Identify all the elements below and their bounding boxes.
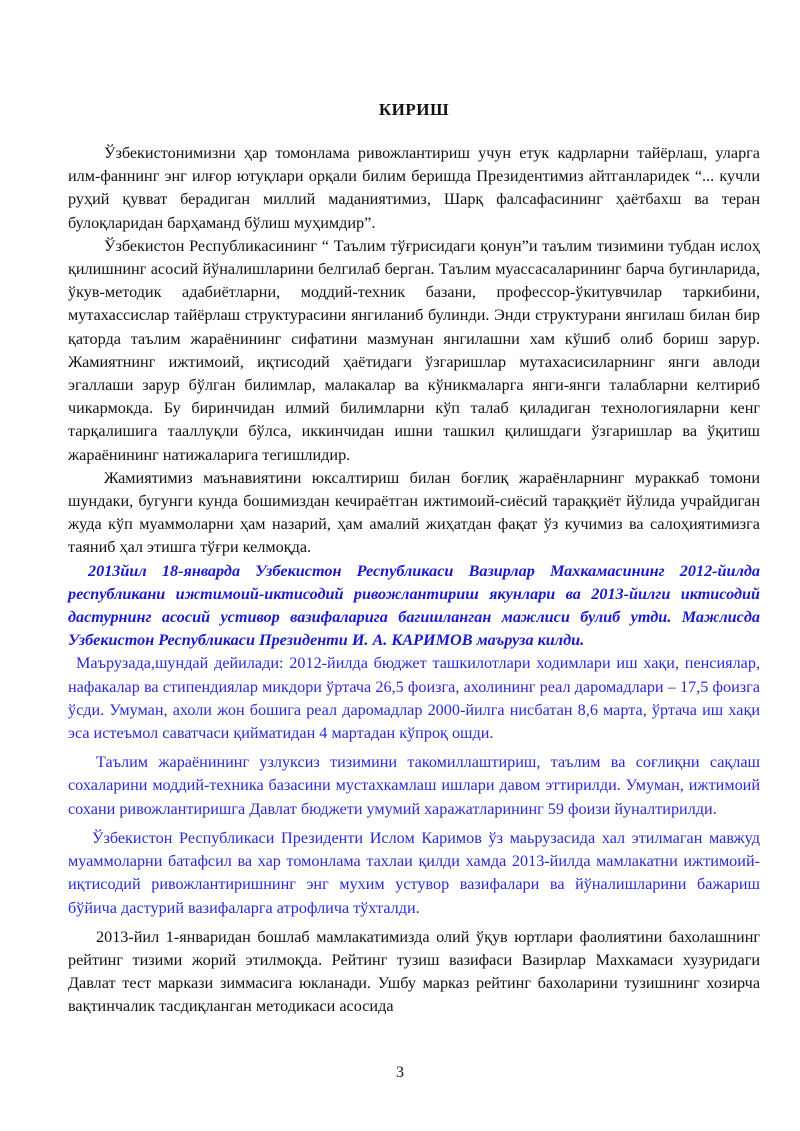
document-page — [68, 100, 760, 1019]
paragraph-1: Ўзбекистонимизни ҳар томонлама ривожлантириш учун етук кадрларни тайёрлаш, уларга илм-фаннинг энг илғор ютуқлари орқали билим беришда Президентимиз айтганларидек “... кучли руҳий қувват берадиган миллий маданиятимиз, Шарқ фалсафасининг ҳаётбахш ва теран булоқларидан барҳаманд бўлиш муҳимдир”. — [68, 144, 760, 232]
paragraph-2: Ўзбекистон Республикасининг “ Таълим тўғрисидаги қонун”и таълим тизимини тубдан ислоҳ қилишнинг асосий йўналишларини белгилаб берган. Таълим муассасаларининг барча бугинларида, ўкув-методик адабиётларни, моддий-техник базани, профессор-ўкитувчилар таркибини, мутахассислар тайёрлаш структурасини янгиланиб булинди. Энди структурани янгилаш билан бир қаторда таълим жараёнининг сифатини мазмунан янгилашни хам кўшиб олиб бориш зарур. Жамиятнинг ижтимоий, иқтисодий ҳаётидаги ўзгаришлар мутахасисиларнинг янги авлоди эгаллаши зарур бўлган билимлар, малакалар ва кўникмаларга янги-янги талабларни келтириб чикармокда. Бу биринчидан илмий билимларни кўп талаб қиладиган технологияларни кенг тарқалишига тааллуқли бўлса, иккинчидан ишни ташкил қилишдаги ўзгаришлар ва ўқитиш жараёнининг натижаларига тегишлидир. — [68, 236, 760, 464]
paragraph-rating: 2013-йил 1-январидан бошлаб мамлакатимизда олий ўқув юртлари фаолиятини бахолашнинг рейтинг тизими жорий этилмоқда. Рейтинг тузиш вазифаси Вазирлар Махкамаси хузуридаги Давлат тест маркази зиммасига юкланади. Ушбу марказ рейтинг бахоларини тузишнинг хозирча вақтинчалик тасдиқланган методикаси асосида — [68, 927, 760, 1016]
section-heading: КИРИШ — [378, 100, 450, 119]
paragraph-education: Таълим жараёнининг узлуксиз тизимини такомиллаштириш, таълим ва соғлиқни сақлаш сохаларини моддий-техника базасини мустахкамлаш ишлари давом эттирилди. Умуман, ижтимоий сохани ривожлантиришга Давлат бюджети умумий харажатларининг 59 фоизи йуналтирилди. — [68, 753, 760, 818]
highlight-paragraph: 2013йил 18-январда Узбекистон Республикаси Вазирлар Махкамасининг 2012-йилда республикани ижтимоий-иктисодий ривожлантириш якунлари ва 2013-йилги иктисодий дастурнинг асосий устивор вазифаларига багишланган мажлиси булиб утди. Мажлисда Узбекистон Республикаси Президенти И. А. КАРИМОВ маъруза килди. — [68, 561, 760, 650]
paragraph-3: Жамиятимиз маънавиятини юксалтириш билан боғлиқ жараёнларнинг мураккаб томони шундаки, бугунги кунда бошимиздан кечираётган ижтимоий-сиёсий тараққиёт йўлида учрайдиган жуда кўп муаммоларни ҳам назарий, ҳам амалий жиҳатдан фақат ўз кучимиз ва салоҳиятимизга таяниб ҳал этишга тўғри келмоқда. — [68, 468, 760, 557]
page-number: 3 — [396, 1064, 404, 1081]
paragraph-president: Ўзбекистон Республикаси Президенти Ислом Каримов ўз маьрузасида хал этилмаган мавжуд муаммоларни батафсил ва хар томонлама тахлаи қилди хамда 2013-йилда мамлакатни ижтимоий-иқтисодий ривожлантиришнинг энг мухим устувор вазифалари ва йўналишларини бажариш бўйича дастурий вазифаларга атрофлича тўхталди. — [68, 828, 760, 917]
paragraph-report: Маърузада,шундай дейилади: 2012-йилда бюджет ташкилотлари ходимлари иш хақи, пенсиялар, нафакалар ва стипендиялар микдори ўртача 26,5 фоизга, ахолининг реал даромадлари – 17,5 фоизга ўсди. Умуман, ахоли жон бошига реал даромадлар 2000-йилга нисбатан 8,6 марта, ўртача иш хақи эса истеъмол саватчаси қийматидан 4 мартадан кўпроқ ошди. — [68, 654, 760, 743]
